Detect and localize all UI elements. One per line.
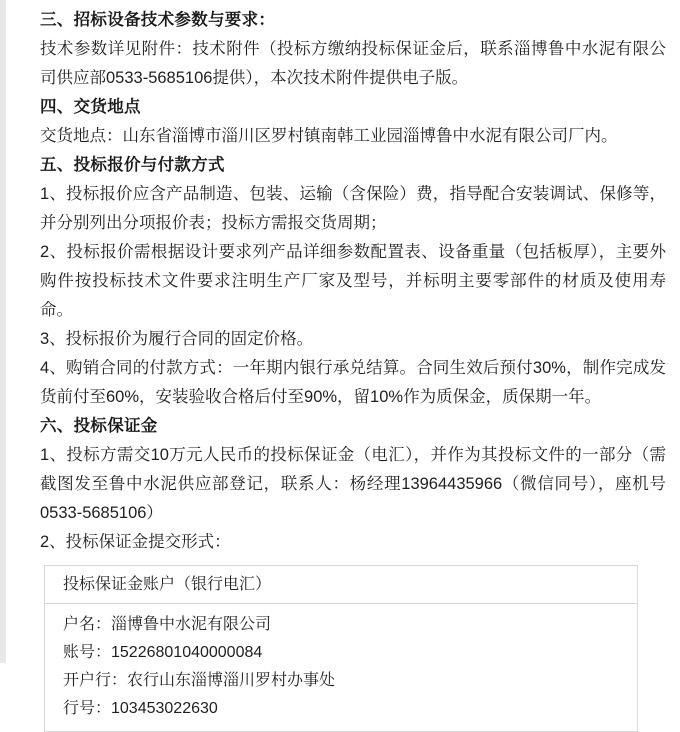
bond-account-row-name: 户名：淄博鲁中水泥有限公司	[63, 616, 272, 633]
section-heading-tech-params: 三、招标设备技术参数与要求：	[40, 11, 276, 29]
section-paragraph-quote-4: 4、购销合同的付款方式：一年期内银行承兑结算。合同生效后预付30%，制作完成发货前付至60%，安装验收合格后付至90%，留10%作为质保金，质保期一年。	[40, 359, 666, 406]
section-paragraph-quote-2: 2、投标报价需根据设计要求列产品详细参数配置表、设备重量（包括板厚），主要外购件按投标技术文件要求注明生产厂家及型号，并标明主要零部件的材质及使用寿命。	[40, 243, 666, 319]
section-paragraph-delivery: 交货地点：山东省淄博市淄川区罗村镇南韩工业园淄博鲁中水泥有限公司厂内。	[40, 127, 618, 145]
document-page	[6, 0, 680, 717]
section-paragraph-quote-1: 1、投标报价应含产品制造、包装、运输（含保险）费，指导配合安装调试、保修等，并分别列出分项报价表；投标方需报交货周期；	[40, 185, 666, 232]
bond-account-box-body	[45, 604, 637, 731]
section-paragraph-tech-params: 技术参数详见附件：技术附件（投标方缴纳投标保证金后，联系淄博鲁中水泥有限公司供应部0533-5685106提供），本次技术附件提供电子版。	[40, 40, 666, 87]
section-paragraph-bond-1: 1、投标方需交10万元人民币的投标保证金（电汇），并作为其投标文件的一部分（需截图发至鲁中水泥供应部登记，联系人：杨经理13964435966（微信同号），座机号0533-5685106）	[40, 446, 666, 522]
bond-account-row-number: 账号：15226801040000084	[63, 644, 263, 661]
bond-account-box-title: 投标保证金账户（银行电汇）	[45, 566, 637, 604]
section-paragraph-bond-2: 2、投标保证金提交形式：	[40, 533, 231, 551]
section-heading-quote-payment: 五、投标报价与付款方式	[40, 156, 225, 174]
bond-account-row-bank: 开户行：农行山东淄博淄川罗村办事处	[63, 672, 336, 689]
bond-account-box	[44, 565, 638, 732]
section-paragraph-quote-3: 3、投标报价为履行合同的固定价格。	[40, 330, 314, 348]
bond-account-row-bankcode: 行号：103453022630	[63, 700, 218, 717]
section-heading-bid-bond: 六、投标保证金	[40, 417, 158, 435]
section-heading-delivery: 四、交货地点	[40, 98, 141, 116]
